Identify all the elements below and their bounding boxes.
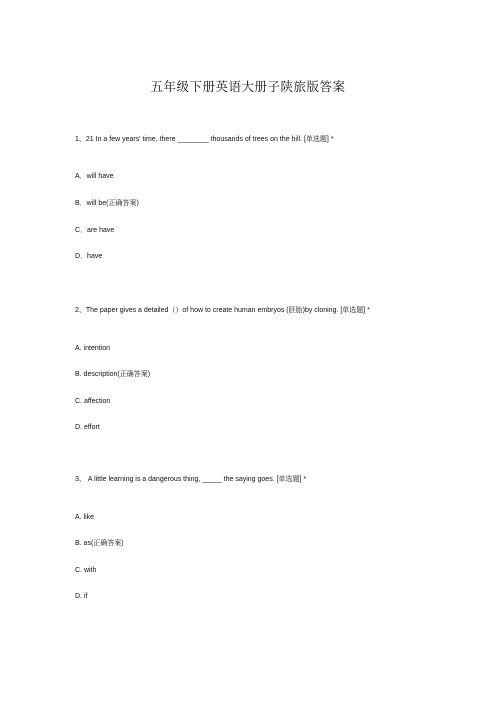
question-2-option-d: D. effort [75, 424, 100, 431]
question-1-option-b: B．will be(正确答案) [75, 200, 139, 207]
question-1-option-a: A．will have [75, 173, 114, 180]
question-2-option-a: A. intention [75, 345, 111, 352]
question-2-stem: 2、The paper gives a detailed（）of how to create human embryos (胚胎)by cloning. [单选题] * [75, 307, 370, 314]
question-2-option-b: B. description(正确答案) [75, 371, 151, 378]
question-1-stem: 1、21 In a few years' time, there ________ thousands of trees on the hill. [单选题] * [75, 136, 334, 143]
page-title: 五年级下册英语大册子陕旅版答案 [150, 79, 346, 94]
question-2-option-c: C. affection [75, 398, 111, 405]
question-3-option-b: B. as(正确答案) [75, 540, 124, 547]
question-1-option-c: C．are have [75, 227, 115, 234]
question-1-option-d: D．have [75, 253, 103, 260]
question-3-option-c: C. with [75, 567, 97, 574]
question-3-stem: 3、 A little learning is a dangerous thing, _____ the saying goes. [单选题] * [75, 476, 307, 483]
question-3-option-a: A. like [75, 514, 95, 521]
question-3-option-d: D. if [75, 593, 88, 600]
